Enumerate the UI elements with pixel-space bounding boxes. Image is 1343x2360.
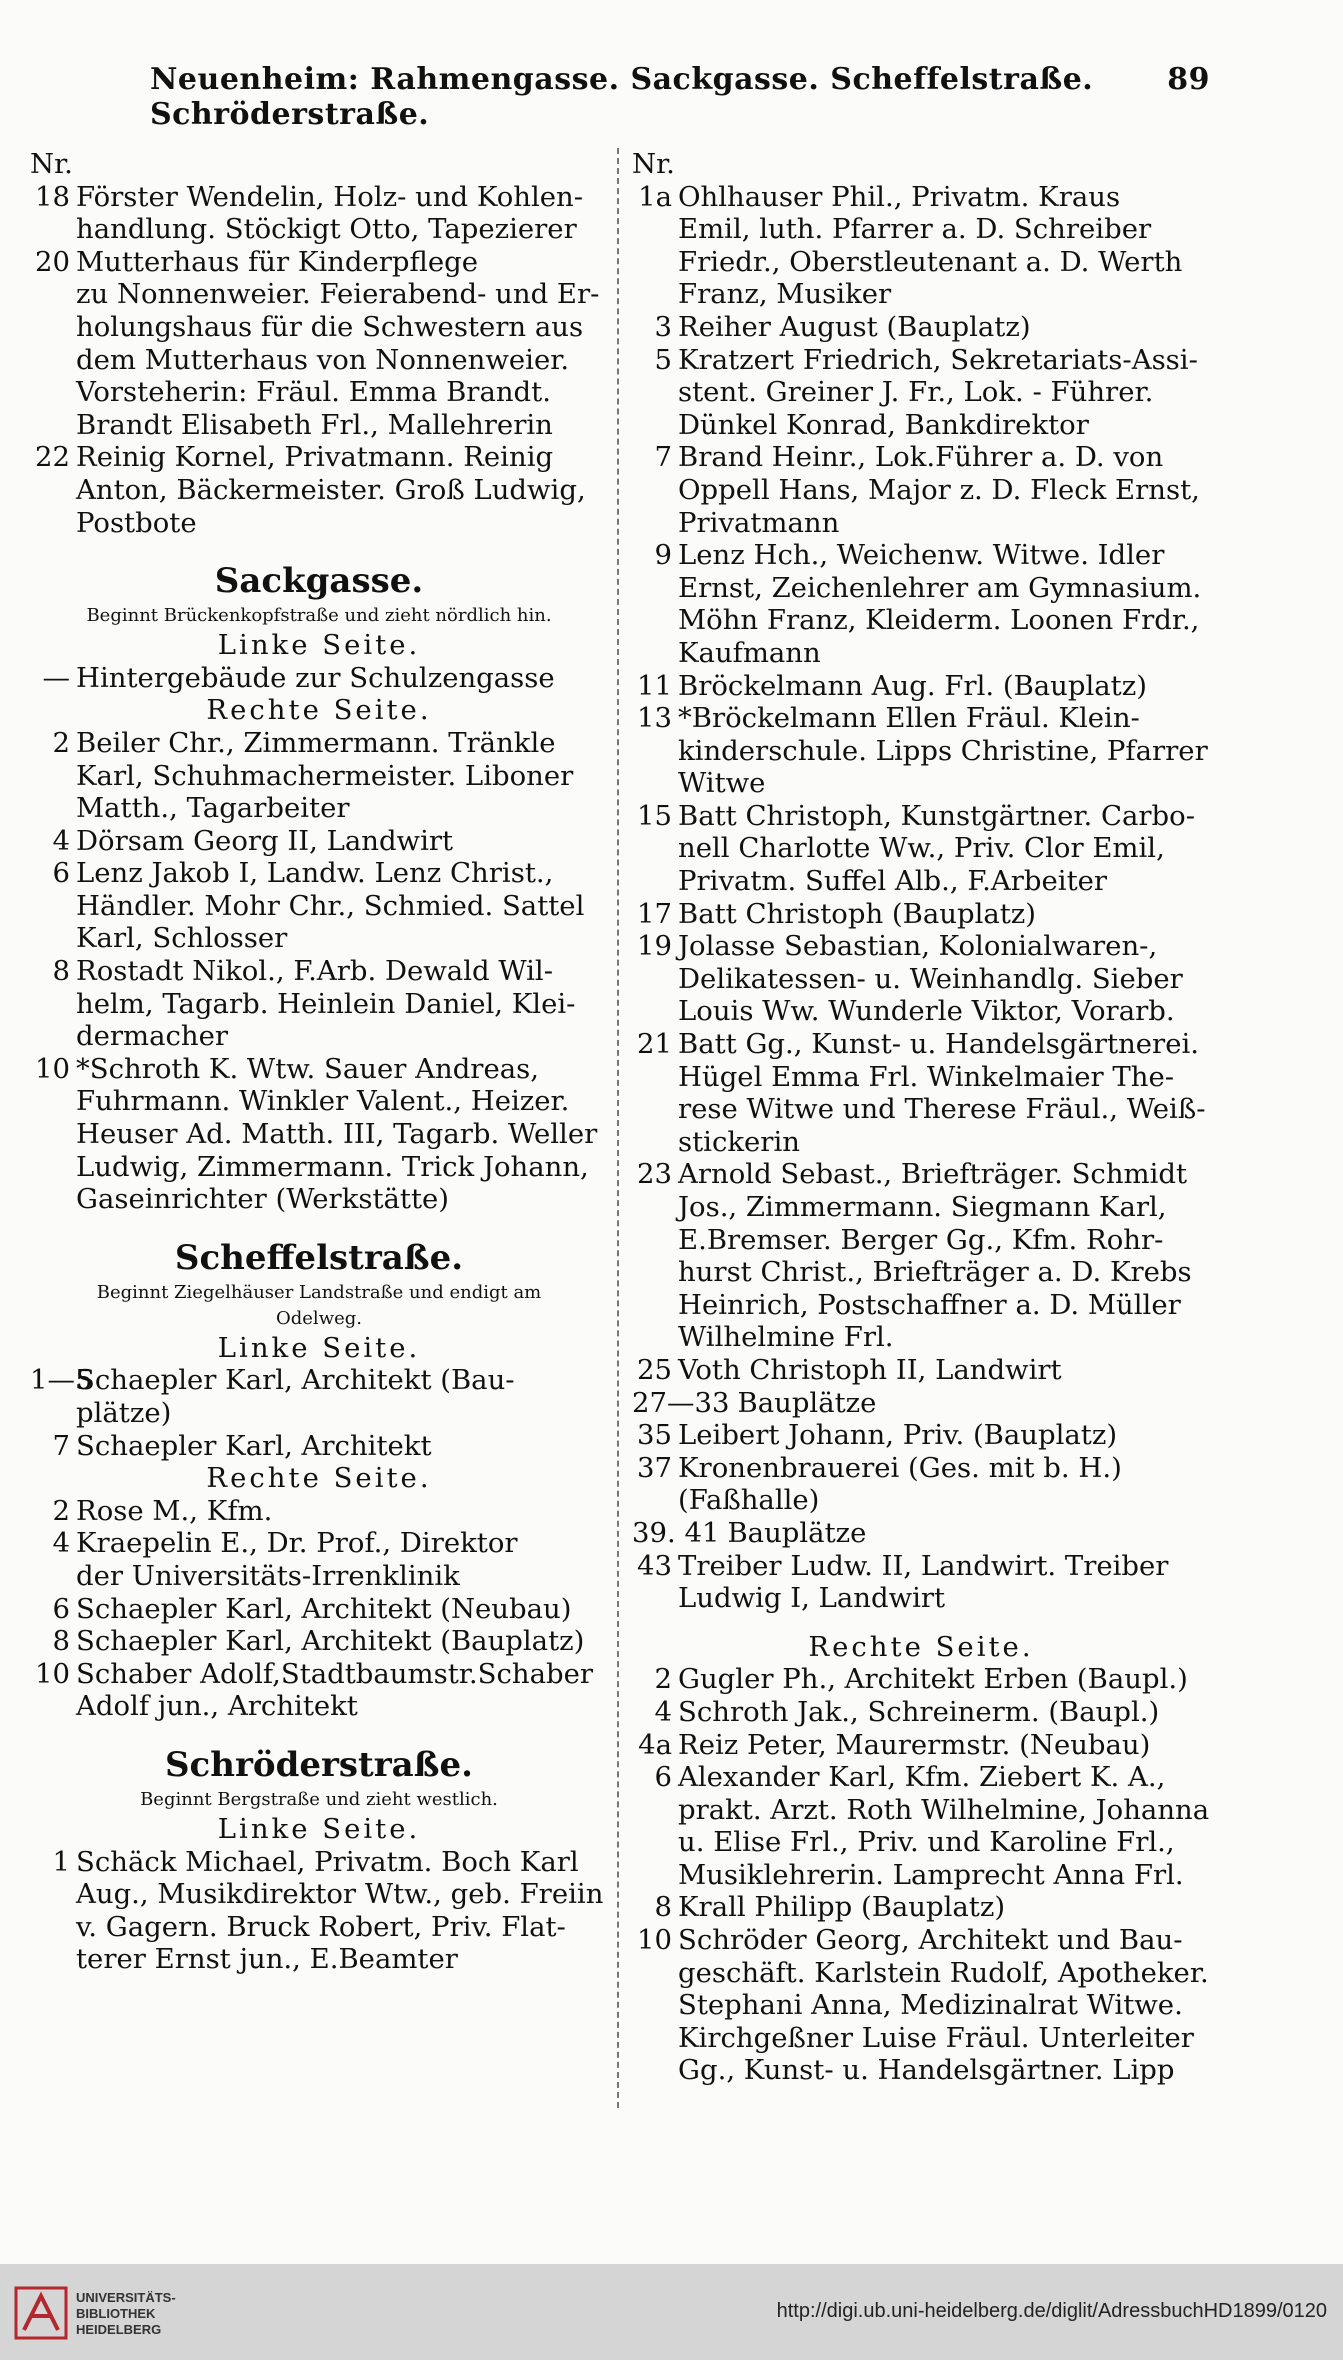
entry-text: Schäck Michael, Privatm. Boch Karl <box>76 1845 579 1878</box>
directory-entry <box>632 213 1210 246</box>
directory-entry <box>30 1085 608 1118</box>
house-number: 7 <box>52 1429 70 1462</box>
entry-text: Postbote <box>76 506 197 539</box>
house-number: 6 <box>52 1592 70 1625</box>
entry-text: Reiher August (Bauplatz) <box>678 310 1031 343</box>
viewer-footer <box>0 2264 1343 2360</box>
entry-text: Heinrich, Postschaffner a. D. Müller <box>678 1288 1181 1321</box>
directory-entry <box>30 213 608 246</box>
house-number: 3 <box>654 310 672 343</box>
directory-entry <box>632 1582 1210 1615</box>
entry-text: holungshaus für die Schwestern aus <box>76 310 584 343</box>
house-number: 9 <box>654 539 672 572</box>
entry-text: Matth., Tagarbeiter <box>76 792 350 825</box>
directory-entry <box>632 1354 1210 1387</box>
entry-text: Friedr., Oberstleutenant a. D. Werth <box>678 245 1183 278</box>
entry-text: Fuhrmann. Winkler Valent., Heizer. <box>76 1085 570 1118</box>
entry-text: Musiklehrerin. Lamprecht Anna Frl. <box>678 1858 1184 1891</box>
directory-entry <box>632 1859 1210 1892</box>
directory-entry <box>632 963 1210 996</box>
entry-text: Ludwig I, Landwirt <box>678 1582 946 1615</box>
entry-text: Rose M., Kfm. <box>76 1494 273 1527</box>
directory-entry <box>30 857 608 890</box>
house-number: 35 <box>637 1419 672 1452</box>
house-number: 27—33 <box>632 1386 730 1419</box>
house-number: 39. 41 <box>632 1516 720 1549</box>
house-number: 5 <box>654 343 672 376</box>
directory-entry <box>632 1191 1210 1224</box>
entry-text: Gg., Kunst- u. Handelsgärtner. Lipp <box>678 2054 1175 2087</box>
entry-text: Brand Heinr., Lok.Führer a. D. von <box>678 441 1164 474</box>
directory-entry <box>632 1224 1210 1257</box>
directory-entry <box>632 1419 1210 1452</box>
directory-entry <box>632 832 1210 865</box>
library-logo-icon <box>14 2286 68 2340</box>
directory-entry <box>632 1663 1210 1696</box>
entry-text: Treiber Ludw. II, Landwirt. Treiber <box>678 1549 1169 1582</box>
entry-text: Mutterhaus für Kinderpflege <box>76 245 479 278</box>
house-number: 2 <box>52 1494 70 1527</box>
scheffel-left-side-entries <box>632 181 1210 1615</box>
directory-entry <box>632 278 1210 311</box>
entry-text: Delikatessen- u. Weinhandlg. Sieber <box>678 962 1183 995</box>
house-number: 25 <box>637 1353 672 1386</box>
directory-entry <box>30 507 608 540</box>
side-heading-rechte: Rechte Seite. <box>206 1462 432 1495</box>
directory-entry <box>632 507 1210 540</box>
directory-entry <box>632 1158 1210 1191</box>
section-subtitle-schroederstrasse: Beginnt Bergstraße und zieht westlich. <box>140 1788 498 1810</box>
directory-entry <box>632 1387 1210 1420</box>
side-heading-linke: Linke Seite. <box>217 1812 421 1845</box>
entry-text: Förster Wendelin, Holz- und Kohlen- <box>76 180 584 213</box>
entry-text: helm, Tagarb. Heinlein Daniel, Klei- <box>76 987 576 1020</box>
entry-text: Karl, Schuhmachermeister. Liboner <box>76 759 574 792</box>
entry-text: Batt Gg., Kunst- u. Handelsgärtnerei. <box>678 1028 1200 1061</box>
directory-entry <box>632 1061 1210 1094</box>
directory-entry <box>30 278 608 311</box>
directory-entry <box>30 988 608 1021</box>
directory-entry <box>632 767 1210 800</box>
side-heading-rechte: Rechte Seite. <box>206 694 432 727</box>
house-number: 17 <box>637 897 672 930</box>
section-title-schroederstrasse: Schröderstraße. <box>165 1744 473 1785</box>
sackgasse-rechte-entries <box>30 727 608 1216</box>
directory-entry <box>632 1452 1210 1485</box>
entry-text: Kraepelin E., Dr. Prof., Direktor <box>76 1527 518 1560</box>
house-number: 8 <box>52 955 70 988</box>
entry-text: Kratzert Friedrich, Sekretariats-Assi- <box>678 343 1198 376</box>
directory-entry <box>632 1826 1210 1859</box>
house-number: 2 <box>654 1663 672 1696</box>
directory-entry <box>632 637 1210 670</box>
entry-text: Gugler Ph., Architekt Erben (Baupl.) <box>678 1663 1188 1696</box>
house-number: 4 <box>654 1695 672 1728</box>
entry-text: Hintergebäude zur Schulzengasse <box>76 661 555 694</box>
entry-text: dem Mutterhaus von Nonnenweier. <box>76 343 570 376</box>
house-number: 1—5 <box>30 1364 93 1397</box>
section-title-sackgasse: Sackgasse. <box>214 561 424 602</box>
scheffel-rechte-entries <box>30 1495 608 1723</box>
entry-text: Jolasse Sebastian, Kolonialwaren-, <box>678 930 1158 963</box>
directory-entry <box>632 800 1210 833</box>
directory-entry <box>632 474 1210 507</box>
entry-text: Franz, Musiker <box>678 278 892 311</box>
directory-entry <box>30 474 608 507</box>
entry-text: Schaepler Karl, Architekt <box>76 1429 432 1462</box>
directory-entry <box>632 1289 1210 1322</box>
library-name-line: UNIVERSITÄTS- <box>76 2290 176 2305</box>
directory-entry <box>632 539 1210 572</box>
house-number: 8 <box>52 1625 70 1658</box>
house-number: 7 <box>654 441 672 474</box>
directory-entry <box>30 1560 608 1593</box>
section-subtitle-scheffelstrasse-1: Beginnt Ziegelhäuser Landstraße und endigt am <box>96 1281 542 1303</box>
directory-entry <box>632 2054 1210 2087</box>
entry-text: Schaber Adolf,Stadtbaumstr.Schaber <box>76 1657 593 1690</box>
entry-text: Reinig Kornel, Privatmann. Reinig <box>76 441 554 474</box>
house-number: 8 <box>654 1891 672 1924</box>
page-number: 89 <box>1167 62 1210 97</box>
directory-entry <box>30 1397 608 1430</box>
directory-entry <box>632 572 1210 605</box>
directory-entry <box>30 1593 608 1626</box>
directory-entry <box>632 2022 1210 2055</box>
directory-entry <box>632 898 1210 931</box>
house-number: 19 <box>637 930 672 963</box>
house-number: 22 <box>35 441 70 474</box>
library-name-line: BIBLIOTHEK <box>76 2306 156 2321</box>
directory-entry <box>632 735 1210 768</box>
directory-entry <box>30 825 608 858</box>
directory-entry <box>30 344 608 377</box>
directory-entry <box>632 1761 1210 1794</box>
directory-entry <box>30 1527 608 1560</box>
directory-entry <box>632 604 1210 637</box>
directory-entry <box>30 662 608 695</box>
directory-entry <box>30 760 608 793</box>
entry-text: Lenz Hch., Weichenw. Witwe. Idler <box>678 539 1165 572</box>
section-subtitle-scheffelstrasse-2: Odelweg. <box>276 1307 362 1329</box>
entry-text: Schröder Georg, Architekt und Bau- <box>678 1924 1183 1957</box>
directory-entry <box>30 792 608 825</box>
house-number: 4a <box>638 1728 672 1761</box>
house-number: 10 <box>35 1052 70 1085</box>
entry-text: Schaepler Karl, Architekt (Neubau) <box>76 1592 572 1625</box>
side-heading-rechte: Rechte Seite. <box>808 1630 1034 1663</box>
directory-entry <box>30 1430 608 1463</box>
house-number: 15 <box>637 799 672 832</box>
entry-text: *Schroth K. Wtw. Sauer Andreas, <box>76 1052 539 1085</box>
nr-label: Nr. <box>632 148 675 180</box>
house-number: 23 <box>637 1158 672 1191</box>
entry-text: Krall Philipp (Bauplatz) <box>678 1891 1006 1924</box>
directory-entry <box>30 727 608 760</box>
entry-text: Vorsteherin: Fräul. Emma Brandt. <box>76 376 551 409</box>
entry-text: stent. Greiner J. Fr., Lok. - Führer. <box>678 376 1154 409</box>
house-number: 10 <box>637 1924 672 1957</box>
page-header-title: Neuenheim: Rahmengasse. Sackgasse. Scheffelstraße. Schröderstraße. <box>150 62 1094 132</box>
directory-entry <box>30 376 608 409</box>
entry-text: zu Nonnenweier. Feierabend- und Er- <box>76 278 600 311</box>
directory-entry <box>30 1943 608 1976</box>
entry-text: (Faßhalle) <box>678 1484 820 1517</box>
directory-entry <box>632 1256 1210 1289</box>
entry-text: nell Charlotte Ww., Priv. Clor Emil, <box>678 832 1165 865</box>
library-name-line: HEIDELBERG <box>76 2322 162 2337</box>
directory-entry <box>30 1911 608 1944</box>
house-number: 6 <box>52 857 70 890</box>
source-url-link[interactable]: http://digi.ub.uni-heidelberg.de/diglit/AdressbuchHD1899/0120 <box>776 2300 1327 2322</box>
directory-entry <box>30 955 608 988</box>
directory-entry <box>30 1151 608 1184</box>
entry-text: Adolf jun., Architekt <box>76 1690 358 1723</box>
directory-entry <box>30 246 608 279</box>
directory-entry <box>30 1364 608 1397</box>
directory-entry <box>632 1517 1210 1550</box>
directory-entry <box>632 344 1210 377</box>
entry-text: Händler. Mohr Chr., Schmied. Sattel <box>76 889 585 922</box>
entry-text: Kirchgeßner Luise Fräul. Unterleiter <box>678 2021 1194 2054</box>
directory-entry <box>632 246 1210 279</box>
house-number: 4 <box>52 1527 70 1560</box>
directory-entry <box>632 376 1210 409</box>
directory-entry <box>632 181 1210 214</box>
entry-text: Louis Ww. Wunderle Viktor, Vorarb. <box>678 995 1175 1028</box>
entry-text: Brandt Elisabeth Frl., Mallehrerin <box>76 408 553 441</box>
house-number: 1 <box>52 1845 70 1878</box>
directory-entry <box>30 1690 608 1723</box>
directory-entry <box>632 995 1210 1028</box>
directory-entry <box>30 1625 608 1658</box>
entry-text: Privatm. Suffel Alb., F.Arbeiter <box>678 865 1108 898</box>
directory-entry <box>632 702 1210 735</box>
house-number: 10 <box>35 1657 70 1690</box>
directory-entry <box>632 1484 1210 1517</box>
entry-text: E.Bremser. Berger Gg., Kfm. Rohr- <box>678 1223 1164 1256</box>
scheffel-linke-entries <box>30 1364 608 1462</box>
library-name <box>76 2290 176 2338</box>
entry-text: Schaepler Karl, Architekt (Bauplatz) <box>76 1625 585 1658</box>
directory-entry <box>632 1989 1210 2022</box>
directory-entry <box>30 1878 608 1911</box>
nr-label: Nr. <box>30 148 73 180</box>
entry-text: Schaepler Karl, Architekt (Bau- <box>76 1364 515 1397</box>
entry-text: Privatmann <box>678 506 840 539</box>
directory-entry <box>632 1924 1210 1957</box>
directory-entry <box>30 1020 608 1053</box>
schroeder-rechte-entries <box>632 1663 1210 2087</box>
entry-text: der Universitäts-Irrenklinik <box>76 1559 460 1592</box>
house-number: 43 <box>637 1549 672 1582</box>
entry-text: Emil, luth. Pfarrer a. D. Schreiber <box>678 213 1152 246</box>
entry-text: handlung. Stöckigt Otto, Tapezierer <box>76 213 577 246</box>
entry-text: kinderschule. Lipps Christine, Pfarrer <box>678 734 1208 767</box>
entry-text: plätze) <box>76 1397 172 1429</box>
entry-text: terer Ernst jun., E.Beamter <box>76 1943 458 1976</box>
entry-text: Rostadt Nikol., F.Arb. Dewald Wil- <box>76 955 554 988</box>
directory-entry <box>632 670 1210 703</box>
entry-text: Ohlhauser Phil., Privatm. Kraus <box>678 180 1121 213</box>
directory-entry <box>632 1126 1210 1159</box>
entry-text: Dörsam Georg II, Landwirt <box>76 824 454 857</box>
entry-text: dermacher <box>76 1020 229 1053</box>
entry-text: Anton, Bäckermeister. Groß Ludwig, <box>76 473 586 506</box>
section-subtitle-sackgasse: Beginnt Brückenkopfstraße und zieht nördlich hin. <box>86 605 552 627</box>
directory-entry <box>632 1794 1210 1827</box>
house-number: 6 <box>654 1761 672 1794</box>
entry-text: Jos., Zimmermann. Siegmann Karl, <box>678 1191 1167 1223</box>
entry-text: Karl, Schlosser <box>76 922 288 955</box>
entry-text: Beiler Chr., Zimmermann. Tränkle <box>76 726 556 759</box>
house-number: 2 <box>52 726 70 759</box>
entry-text: Kaufmann <box>678 636 821 669</box>
house-number: 21 <box>637 1028 672 1061</box>
directory-entry <box>632 1028 1210 1061</box>
directory-entry <box>30 311 608 344</box>
house-number: 20 <box>35 245 70 278</box>
directory-entry <box>632 1891 1210 1924</box>
right-column <box>632 148 1210 2087</box>
directory-entry <box>30 1053 608 1086</box>
entry-text: Bauplätze <box>727 1516 867 1549</box>
entry-text: Reiz Peter, Maurermstr. (Neubau) <box>678 1728 1151 1761</box>
directory-entry <box>632 1696 1210 1729</box>
entry-text: Voth Christoph II, Landwirt <box>678 1353 1062 1386</box>
entry-text: Lenz Jakob I, Landw. Lenz Christ., <box>76 857 554 890</box>
entry-text: Aug., Musikdirektor Wtw., geb. Freiin <box>76 1878 604 1911</box>
house-number: 11 <box>637 669 672 702</box>
directory-entry <box>632 1093 1210 1126</box>
directory-entry <box>30 1846 608 1879</box>
entry-text: Hügel Emma Frl. Winkelmaier The- <box>678 1060 1175 1093</box>
directory-entry <box>30 1118 608 1151</box>
entry-text: Arnold Sebast., Briefträger. Schmidt <box>678 1158 1188 1191</box>
entry-text: geschäft. Karlstein Rudolf, Apotheker. <box>678 1956 1209 1989</box>
entry-text: prakt. Arzt. Roth Wilhelmine, Johanna <box>678 1793 1210 1826</box>
directory-entry <box>632 1957 1210 1990</box>
directory-entry <box>30 1495 608 1528</box>
entry-text: Batt Christoph (Bauplatz) <box>678 897 1037 930</box>
house-number: 37 <box>637 1451 672 1484</box>
house-number: 18 <box>35 180 70 213</box>
directory-entry <box>30 922 608 955</box>
entry-text: v. Gagern. Bruck Robert, Priv. Flat- <box>76 1910 566 1943</box>
house-number: 1a <box>638 180 672 213</box>
directory-entry <box>30 890 608 923</box>
entry-text: Wilhelmine Frl. <box>678 1321 894 1354</box>
page-header <box>150 62 1210 132</box>
entry-text: Alexander Karl, Kfm. Ziebert K. A., <box>678 1761 1166 1794</box>
directory-entry <box>632 930 1210 963</box>
rahmengasse-entries <box>30 181 608 540</box>
left-column <box>30 148 608 1976</box>
entry-text: Bauplätze <box>737 1386 877 1419</box>
directory-entry <box>30 409 608 442</box>
directory-entry <box>30 181 608 214</box>
directory-entry <box>30 1658 608 1691</box>
entry-text: Oppell Hans, Major z. D. Fleck Ernst, <box>678 473 1200 506</box>
section-title-scheffelstrasse: Scheffelstraße. <box>174 1237 464 1278</box>
house-number: — <box>42 661 70 694</box>
house-number: 4 <box>52 824 70 857</box>
entry-text: Stephani Anna, Medizinalrat Witwe. <box>678 1989 1183 2022</box>
directory-entry <box>30 1183 608 1216</box>
directory-entry <box>30 441 608 474</box>
side-heading-linke: Linke Seite. <box>217 1331 421 1364</box>
entry-text: hurst Christ., Briefträger a. D. Krebs <box>678 1256 1192 1289</box>
entry-text: Dünkel Konrad, Bankdirektor <box>678 408 1089 441</box>
directory-entry <box>632 1321 1210 1354</box>
entry-text: stickerin <box>678 1125 800 1158</box>
entry-text: Gaseinrichter (Werkstätte) <box>76 1183 450 1216</box>
directory-entry <box>632 1550 1210 1583</box>
directory-entry <box>632 409 1210 442</box>
entry-text: *Bröckelmann Ellen Fräul. Klein- <box>678 702 1140 735</box>
directory-entry <box>632 1729 1210 1762</box>
entry-text: Bröckelmann Aug. Frl. (Bauplatz) <box>678 669 1147 702</box>
entry-text: Witwe <box>678 767 766 800</box>
directory-entry <box>632 865 1210 898</box>
entry-text: Kronenbrauerei (Ges. mit b. H.) <box>678 1451 1122 1484</box>
side-heading-linke: Linke Seite. <box>217 629 421 662</box>
entry-text: Möhn Franz, Kleiderm. Loonen Frdr., <box>678 604 1200 637</box>
sackgasse-linke-entries <box>30 662 608 695</box>
house-number: 13 <box>637 702 672 735</box>
entry-text: Ludwig, Zimmermann. Trick Johann, <box>76 1150 589 1183</box>
directory-entry <box>632 311 1210 344</box>
entry-text: u. Elise Frl., Priv. und Karoline Frl., <box>678 1826 1175 1859</box>
entry-text: Schroth Jak., Schreinerm. (Baupl.) <box>678 1695 1160 1728</box>
entry-text: rese Witwe und Therese Fräul., Weiß- <box>678 1093 1206 1126</box>
entry-text: Ernst, Zeichenlehrer am Gymnasium. <box>678 571 1202 604</box>
column-divider <box>617 148 619 2108</box>
entry-text: Batt Christoph, Kunstgärtner. Carbo- <box>678 799 1196 832</box>
entry-text: Heuser Ad. Matth. III, Tagarb. Weller <box>76 1118 598 1151</box>
schroeder-linke-entries <box>30 1846 608 1976</box>
entry-text: Leibert Johann, Priv. (Bauplatz) <box>678 1419 1118 1452</box>
directory-entry <box>632 441 1210 474</box>
